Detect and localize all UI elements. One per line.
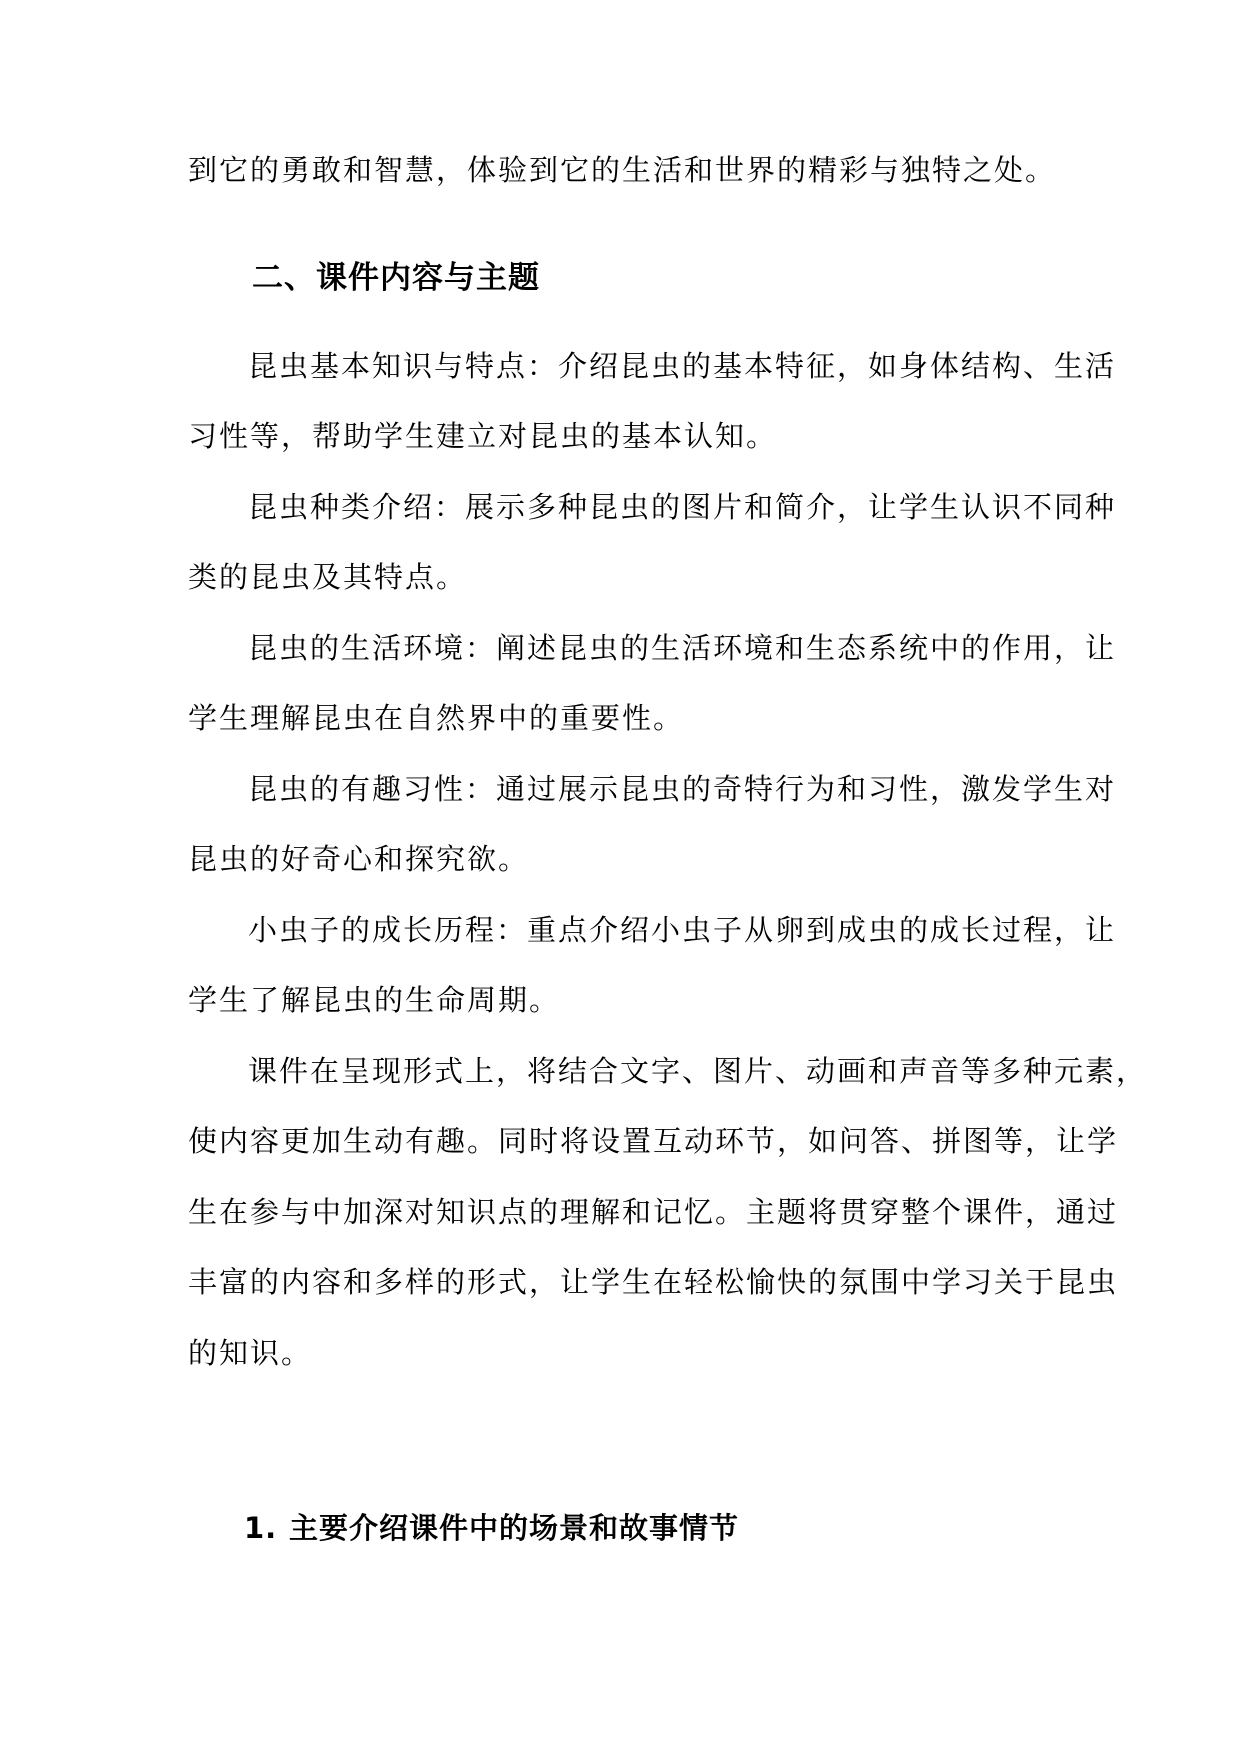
paragraph-line: 丰富的内容和多样的形式，让学生在轻松愉快的氛围中学习关于昆虫 xyxy=(188,1265,1119,1299)
paragraph-line: 小虫子的成长历程：重点介绍小虫子从卵到成虫的成长过程，让 xyxy=(248,913,1117,947)
paragraph-line: 习性等，帮助学生建立对昆虫的基本认知。 xyxy=(188,419,778,453)
paragraph-line: 学生了解昆虫的生命周期。 xyxy=(188,983,561,1017)
paragraph-line: 使内容更加生动有趣。同时将设置互动环节，如问答、拼图等，让学 xyxy=(188,1124,1119,1158)
subsection-number: 1. xyxy=(244,1511,278,1545)
paragraph-line: 昆虫基本知识与特点：介绍昆虫的基本特征，如身体结构、生活 xyxy=(248,349,1117,383)
paragraph-line: 的知识。 xyxy=(188,1336,313,1370)
paragraph-line: 昆虫的生活环境：阐述昆虫的生活环境和生态系统中的作用，让 xyxy=(248,631,1117,665)
section-heading: 二、课件内容与主题 xyxy=(252,260,540,296)
paragraph-line: 到它的勇敢和智慧，体验到它的生活和世界的精彩与独特之处。 xyxy=(188,153,1057,187)
paragraph-line: 生在参与中加深对知识点的理解和记忆。主题将贯穿整个课件，通过 xyxy=(188,1195,1119,1229)
paragraph-line: 昆虫的有趣习性：通过展示昆虫的奇特行为和习性，激发学生对 xyxy=(248,772,1117,806)
paragraph-line: 昆虫的好奇心和探究欲。 xyxy=(188,842,530,876)
paragraph-line: 类的昆虫及其特点。 xyxy=(188,560,468,594)
paragraph-line: 学生理解昆虫在自然界中的重要性。 xyxy=(188,701,685,735)
subsection-heading xyxy=(244,1508,739,1548)
paragraph-line: 课件在呈现形式上，将结合文字、图片、动画和声音等多种元素， xyxy=(248,1054,1148,1088)
paragraph-line: 昆虫种类介绍：展示多种昆虫的图片和简介，让学生认识不同种 xyxy=(248,490,1117,524)
subsection-title: 主要介绍课件中的场景和故事情节 xyxy=(289,1511,740,1545)
